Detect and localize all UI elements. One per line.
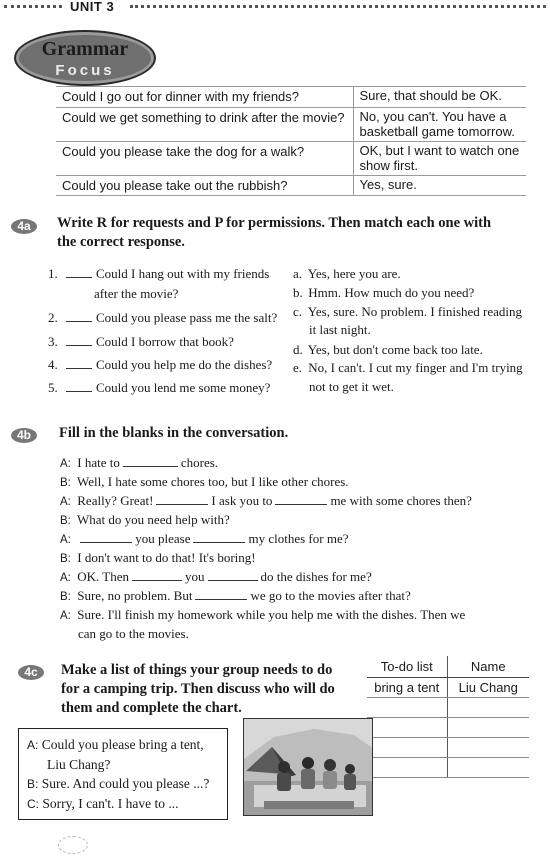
conversation-text: Well, I hate some chores too, but I like other chores. bbox=[77, 474, 349, 489]
camping-photo-illustration bbox=[244, 719, 373, 816]
instruction-line: Make a list of things your group needs to do bbox=[61, 662, 333, 678]
speaker-label: B: bbox=[60, 477, 71, 489]
conversation-line bbox=[60, 472, 349, 493]
response-letter: a. bbox=[293, 266, 303, 281]
name-cell[interactable] bbox=[447, 717, 529, 737]
table-row bbox=[367, 717, 529, 737]
response-letter: d. bbox=[293, 342, 303, 357]
speaker-label: A: bbox=[27, 738, 39, 752]
grammar-focus-table bbox=[56, 86, 526, 196]
dialog-text: Sure. And could you please ...? bbox=[41, 776, 210, 791]
page-number-mark bbox=[58, 836, 88, 854]
response-text: Yes, sure. No problem. I finished reading bbox=[307, 304, 523, 319]
grammar-question: Could you please take out the rubbish? bbox=[56, 176, 353, 196]
table-row bbox=[367, 677, 529, 697]
conversation-text: I hate to bbox=[77, 455, 120, 470]
speaker-label: A: bbox=[60, 496, 71, 508]
instruction-line: the correct response. bbox=[57, 234, 185, 250]
todo-cell[interactable] bbox=[367, 757, 447, 777]
dialog-line-cont: Liu Chang? bbox=[47, 757, 111, 772]
grammar-answer: Sure, that should be OK. bbox=[353, 87, 526, 108]
conversation-line bbox=[60, 491, 472, 512]
todo-cell[interactable] bbox=[367, 717, 447, 737]
conversation-line bbox=[60, 586, 411, 607]
speaker-label: B: bbox=[60, 553, 71, 565]
conversation-text: do the dishes for me? bbox=[260, 569, 372, 584]
table-row bbox=[56, 87, 526, 108]
list-item-4a-3 bbox=[48, 332, 234, 352]
answer-blank[interactable] bbox=[195, 589, 247, 600]
list-item-4a-5 bbox=[48, 378, 270, 398]
speaker-label: C: bbox=[27, 797, 39, 811]
table-row bbox=[367, 697, 529, 717]
conversation-line bbox=[60, 605, 465, 626]
conversation-text: OK. Then bbox=[77, 569, 130, 584]
instruction-line: for a camping trip. Then discuss who will do bbox=[61, 681, 335, 697]
answer-blank[interactable] bbox=[275, 494, 327, 505]
item-number: 5. bbox=[48, 380, 58, 395]
activity-4b-badge: 4b bbox=[11, 428, 37, 443]
activity-4c-instruction bbox=[61, 661, 335, 718]
instruction-line: Write R for requests and P for permissions. Then match each one with bbox=[57, 215, 492, 231]
conversation-text: I don't want to do that! It's boring! bbox=[77, 550, 256, 565]
header-dots-right bbox=[130, 5, 546, 8]
name-cell[interactable] bbox=[447, 757, 529, 777]
response-text: Yes, but don't come back too late. bbox=[307, 342, 483, 357]
conversation-text: chores. bbox=[180, 455, 219, 470]
response-c bbox=[293, 302, 522, 340]
item-text: Could you help me do the dishes? bbox=[96, 357, 273, 372]
name-cell[interactable] bbox=[447, 697, 529, 717]
conversation-text: we go to the movies after that? bbox=[250, 588, 411, 603]
todo-chart bbox=[367, 656, 529, 778]
response-a bbox=[293, 264, 401, 284]
activity-4a-badge: 4a bbox=[11, 219, 37, 234]
table-row bbox=[56, 176, 526, 196]
answer-blank[interactable] bbox=[80, 532, 132, 543]
name-cell[interactable] bbox=[447, 737, 529, 757]
answer-blank[interactable] bbox=[156, 494, 208, 505]
answer-blank[interactable] bbox=[193, 532, 245, 543]
item-text: Could you please pass me the salt? bbox=[96, 310, 278, 325]
table-row bbox=[56, 108, 526, 142]
name-column-header: Name bbox=[447, 656, 529, 677]
name-cell[interactable]: Liu Chang bbox=[447, 677, 529, 697]
answer-blank[interactable] bbox=[208, 570, 258, 581]
conversation-line bbox=[60, 510, 230, 531]
response-letter: b. bbox=[293, 285, 303, 300]
conversation-text: you please bbox=[135, 531, 191, 546]
answer-blank[interactable] bbox=[123, 456, 178, 467]
todo-cell[interactable]: bring a tent bbox=[367, 677, 447, 697]
grammar-focus-badge bbox=[14, 30, 156, 86]
speaker-label: B: bbox=[60, 515, 71, 527]
activity-4a-instruction bbox=[57, 214, 491, 252]
dialog-line bbox=[27, 794, 227, 814]
conversation-line-cont: can go to the movies. bbox=[78, 626, 189, 641]
conversation-text: I ask you to bbox=[211, 493, 273, 508]
answer-blank[interactable] bbox=[66, 334, 92, 346]
speaker-label: A: bbox=[60, 610, 71, 622]
response-d bbox=[293, 340, 483, 360]
activity-4c-badge: 4c bbox=[18, 665, 44, 680]
item-number: 2. bbox=[48, 310, 58, 325]
item-text: Could you lend me some money? bbox=[96, 380, 271, 395]
grammar-answer: OK, but I want to watch one show first. bbox=[353, 142, 526, 176]
item-number: 3. bbox=[48, 334, 58, 349]
response-text-cont: it last night. bbox=[309, 322, 371, 337]
conversation-text: Really? Great! bbox=[77, 493, 154, 508]
item-number: 4. bbox=[48, 357, 58, 372]
response-b bbox=[293, 283, 474, 303]
speaker-label: A: bbox=[60, 572, 71, 584]
item-text: Could I hang out with my friends bbox=[96, 266, 270, 281]
list-item-4a-1 bbox=[48, 264, 269, 304]
grammar-answer: No, you can't. You have a basketball game tomorrow. bbox=[353, 108, 526, 142]
speaker-label: B: bbox=[60, 591, 71, 603]
response-letter: c. bbox=[293, 304, 303, 319]
conversation-text: you bbox=[185, 569, 205, 584]
answer-blank[interactable] bbox=[66, 266, 92, 278]
response-e bbox=[293, 358, 523, 397]
table-row bbox=[367, 757, 529, 777]
conversation-text: my clothes for me? bbox=[248, 531, 349, 546]
conversation-text: What do you need help with? bbox=[77, 512, 230, 527]
dialog-line bbox=[27, 774, 227, 794]
item-text: Could I borrow that book? bbox=[96, 334, 234, 349]
table-header-row bbox=[367, 656, 529, 677]
grammar-question: Could you please take the dog for a walk? bbox=[56, 142, 353, 176]
header-dots-left bbox=[4, 5, 62, 8]
unit-header bbox=[0, 0, 550, 14]
answer-blank[interactable] bbox=[66, 310, 92, 322]
conversation-line bbox=[60, 453, 218, 474]
camping-photo bbox=[243, 718, 373, 816]
conversation-text: Sure. I'll finish my homework while you help me with the dishes. Then we bbox=[77, 607, 466, 622]
grammar-question: Could we get something to drink after the movie? bbox=[56, 108, 353, 142]
response-text-cont: not to get it wet. bbox=[309, 379, 394, 394]
table-row bbox=[56, 142, 526, 176]
grammar-question: Could I go out for dinner with my friends? bbox=[56, 87, 353, 108]
conversation-line bbox=[60, 567, 372, 588]
conversation-line bbox=[60, 548, 256, 569]
grammar-answer: Yes, sure. bbox=[353, 176, 526, 196]
grammar-focus-subtitle: Focus bbox=[55, 62, 115, 79]
response-text: Hmm. How much do you need? bbox=[308, 285, 475, 300]
answer-blank[interactable] bbox=[132, 570, 182, 581]
response-letter: e. bbox=[293, 360, 303, 375]
response-text: No, I can't. I cut my finger and I'm trying bbox=[308, 360, 523, 375]
speaker-label: A: bbox=[60, 458, 71, 470]
item-number: 1. bbox=[48, 266, 58, 281]
example-dialog-box bbox=[18, 728, 228, 820]
unit-label: UNIT 3 bbox=[70, 0, 115, 14]
item-text-cont: after the movie? bbox=[94, 286, 179, 301]
conversation-text: me with some chores then? bbox=[330, 493, 472, 508]
grammar-focus-title: Grammar bbox=[41, 38, 129, 60]
list-item-4a-2 bbox=[48, 308, 277, 328]
instruction-line: them and complete the chart. bbox=[61, 700, 242, 716]
todo-cell[interactable] bbox=[367, 697, 447, 717]
list-item-4a-4 bbox=[48, 355, 272, 375]
conversation-line bbox=[60, 529, 348, 550]
speaker-label: A: bbox=[60, 534, 71, 546]
answer-blank[interactable] bbox=[66, 380, 92, 392]
dialog-text: Sorry, I can't. I have to ... bbox=[42, 796, 179, 811]
dialog-line bbox=[27, 735, 227, 755]
table-row bbox=[367, 737, 529, 757]
conversation-text: Sure, no problem. But bbox=[77, 588, 193, 603]
todo-column-header: To-do list bbox=[367, 656, 447, 677]
speaker-label: B: bbox=[27, 777, 39, 791]
response-text: Yes, here you are. bbox=[307, 266, 401, 281]
activity-4b-instruction: Fill in the blanks in the conversation. bbox=[59, 425, 289, 441]
dialog-text: Could you please bring a tent, bbox=[41, 737, 204, 752]
answer-blank[interactable] bbox=[66, 357, 92, 369]
todo-cell[interactable] bbox=[367, 737, 447, 757]
